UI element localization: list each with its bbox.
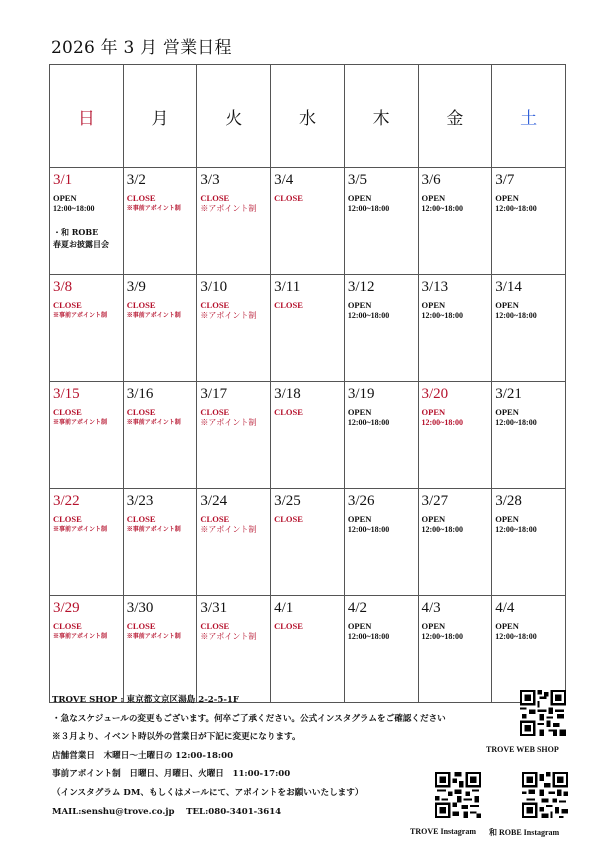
day-status: CLOSE bbox=[274, 514, 303, 524]
calendar-day-cell bbox=[418, 596, 492, 703]
appointment-note: ※事前アポイント制 bbox=[126, 419, 181, 426]
day-hours: 12:00~18:00 bbox=[421, 632, 464, 641]
day-hours: 12:00~18:00 bbox=[495, 418, 537, 427]
calendar-day-cell bbox=[197, 168, 271, 275]
weekday-wed: 水 bbox=[271, 65, 345, 168]
calendar-day-cell bbox=[344, 382, 418, 489]
day-date: 3/24 bbox=[200, 493, 228, 509]
day-status: OPEN bbox=[421, 407, 446, 417]
day-date: 3/30 bbox=[126, 600, 154, 616]
calendar-table bbox=[49, 64, 566, 703]
calendar-week-row bbox=[50, 275, 566, 382]
calendar-day-cell bbox=[123, 275, 197, 382]
calendar-day-cell bbox=[344, 275, 418, 382]
day-date: 3/1 bbox=[53, 172, 73, 188]
calendar-day-cell bbox=[492, 168, 566, 275]
day-date: 3/10 bbox=[200, 279, 228, 295]
calendar-day-cell bbox=[271, 489, 345, 596]
day-hours: 12:00~18:00 bbox=[347, 525, 390, 534]
day-status: CLOSE bbox=[126, 621, 156, 631]
qr-label-trove-instagram: TROVE Instagram bbox=[410, 827, 477, 836]
day-date: 4/3 bbox=[421, 600, 441, 616]
day-date: 3/15 bbox=[53, 386, 80, 402]
day-date: 3/8 bbox=[53, 279, 73, 295]
calendar-body bbox=[50, 168, 566, 703]
day-status: CLOSE bbox=[126, 300, 156, 310]
day-date: 3/19 bbox=[347, 386, 375, 402]
appointment-note: ※事前アポイント制 bbox=[126, 312, 181, 319]
day-hours: 12:00~18:00 bbox=[347, 204, 390, 213]
day-status: CLOSE bbox=[274, 300, 303, 310]
qr-label-wa-robe-instagram: 和 ROBE Instagram bbox=[489, 828, 560, 837]
weekday-tue: 火 bbox=[197, 65, 271, 168]
weekday-sat: 土 bbox=[492, 65, 566, 168]
appointment-note: ※事前アポイント制 bbox=[53, 312, 108, 319]
day-status: CLOSE bbox=[274, 621, 303, 631]
calendar-week-row bbox=[50, 382, 566, 489]
day-hours: 12:00~18:00 bbox=[495, 311, 537, 320]
event-note: ・和 ROBE bbox=[53, 227, 99, 237]
appointment-note: ※事前アポイント制 bbox=[53, 633, 108, 640]
day-hours: 12:00~18:00 bbox=[421, 418, 464, 427]
day-hours: 12:00~18:00 bbox=[347, 311, 390, 320]
calendar-day-cell bbox=[344, 596, 418, 703]
event-note: 春夏お披露目会 bbox=[53, 239, 109, 249]
appointment-note: ※事前アポイント制 bbox=[53, 526, 108, 533]
shop-address: TROVE SHOP : 東京都文京区湯島 2-2-5-1F bbox=[52, 695, 239, 705]
day-hours: 12:00~18:00 bbox=[347, 632, 390, 641]
calendar-week-row bbox=[50, 596, 566, 703]
calendar-day-cell bbox=[418, 489, 492, 596]
day-status: OPEN bbox=[495, 621, 519, 631]
day-hours: 12:00~18:00 bbox=[421, 311, 464, 320]
calendar-day-cell bbox=[344, 489, 418, 596]
day-date: 3/29 bbox=[53, 600, 80, 616]
calendar-day-cell bbox=[492, 382, 566, 489]
day-hours: 12:00~18:00 bbox=[495, 525, 537, 534]
calendar-day-cell bbox=[418, 168, 492, 275]
day-status: CLOSE bbox=[53, 407, 82, 417]
qr-label-web-shop: TROVE WEB SHOP bbox=[486, 745, 559, 754]
day-status: OPEN bbox=[421, 514, 446, 524]
calendar-day-cell bbox=[492, 596, 566, 703]
weekday-sun: 日 bbox=[50, 65, 124, 168]
calendar-day-cell bbox=[197, 489, 271, 596]
calendar-day-cell bbox=[50, 275, 124, 382]
appointment-note: ※アポイント制 bbox=[200, 311, 257, 320]
day-date: 3/28 bbox=[495, 493, 522, 509]
schedule-change-notice: ・急なスケジュールの変更もございます。何卒ご了承ください。公式インスタグラムをご確認ください bbox=[52, 713, 446, 724]
calendar-day-cell bbox=[344, 168, 418, 275]
calendar-day-cell bbox=[418, 275, 492, 382]
day-date: 3/16 bbox=[126, 386, 154, 402]
day-date: 3/21 bbox=[495, 386, 522, 402]
day-hours: 12:00~18:00 bbox=[495, 204, 537, 213]
calendar-day-cell bbox=[50, 596, 124, 703]
store-hours: 店舗営業日 木曜日〜土曜日の 12:00-18:00 bbox=[52, 750, 234, 761]
contact-info: MAIL:senshu@trove.co.jp TEL:080-3401-3614 bbox=[52, 806, 282, 817]
day-status: CLOSE bbox=[126, 514, 156, 524]
calendar-day-cell bbox=[50, 168, 124, 275]
day-hours: 12:00~18:00 bbox=[495, 632, 537, 641]
day-date: 3/6 bbox=[421, 172, 441, 188]
day-status: OPEN bbox=[495, 300, 519, 310]
march-change-notice: ※３月より、イベント時以外の営業日が下記に変更になります。 bbox=[52, 732, 301, 743]
calendar-day-cell bbox=[492, 489, 566, 596]
day-date: 3/11 bbox=[274, 279, 301, 295]
appointment-note: ※事前アポイント制 bbox=[126, 633, 181, 640]
calendar-day-cell bbox=[123, 489, 197, 596]
day-date: 3/4 bbox=[274, 172, 294, 188]
weekday-mon: 月 bbox=[123, 65, 197, 168]
day-status: CLOSE bbox=[274, 193, 303, 203]
appointment-method: （インスタグラム DM、もしくはメールにて、アポイントをお願いいたします） bbox=[52, 787, 364, 798]
day-date: 4/4 bbox=[495, 600, 515, 616]
day-status: CLOSE bbox=[200, 621, 230, 631]
day-date: 3/18 bbox=[274, 386, 301, 402]
day-status: OPEN bbox=[347, 193, 372, 203]
appointment-note: ※事前アポイント制 bbox=[126, 205, 181, 212]
day-status: CLOSE bbox=[200, 514, 230, 524]
day-status: CLOSE bbox=[274, 407, 303, 417]
calendar-day-cell bbox=[123, 168, 197, 275]
weekday-header-row bbox=[50, 65, 566, 168]
day-hours: 12:00~18:00 bbox=[347, 418, 390, 427]
qr-code-icon[interactable] bbox=[520, 690, 566, 736]
day-date: 3/14 bbox=[495, 279, 522, 295]
day-status: OPEN bbox=[347, 514, 372, 524]
day-hours: 12:00~18:00 bbox=[421, 525, 464, 534]
day-status: OPEN bbox=[495, 407, 519, 417]
calendar-day-cell bbox=[50, 489, 124, 596]
day-status: CLOSE bbox=[200, 193, 230, 203]
day-date: 3/7 bbox=[495, 172, 515, 188]
day-status: OPEN bbox=[495, 193, 519, 203]
appointment-hours: 事前アポイント制 日曜日、月曜日、火曜日 11:00-17:00 bbox=[52, 769, 291, 780]
calendar-week-row bbox=[50, 168, 566, 275]
day-status: CLOSE bbox=[53, 300, 82, 310]
day-date: 3/20 bbox=[421, 386, 449, 402]
day-date: 3/22 bbox=[53, 493, 80, 509]
day-status: OPEN bbox=[347, 407, 372, 417]
day-status: CLOSE bbox=[200, 300, 230, 310]
weekday-thu: 木 bbox=[344, 65, 418, 168]
calendar-day-cell bbox=[197, 382, 271, 489]
day-status: OPEN bbox=[495, 514, 519, 524]
calendar-day-cell bbox=[197, 275, 271, 382]
day-status: OPEN bbox=[347, 621, 372, 631]
shop-info bbox=[52, 691, 446, 821]
day-date: 3/23 bbox=[126, 493, 154, 509]
calendar-day-cell bbox=[123, 596, 197, 703]
day-status: OPEN bbox=[421, 193, 446, 203]
appointment-note: ※アポイント制 bbox=[200, 632, 257, 641]
day-date: 3/9 bbox=[126, 279, 146, 295]
calendar-day-cell bbox=[271, 275, 345, 382]
day-status: CLOSE bbox=[200, 407, 230, 417]
day-status: CLOSE bbox=[126, 193, 156, 203]
page-title: 2026 年 3 月 営業日程 bbox=[51, 38, 232, 58]
day-date: 4/2 bbox=[347, 600, 367, 616]
day-status: CLOSE bbox=[126, 407, 156, 417]
day-date: 4/1 bbox=[274, 600, 294, 616]
calendar-week-row bbox=[50, 489, 566, 596]
day-hours: 12:00~18:00 bbox=[421, 204, 464, 213]
day-date: 3/31 bbox=[200, 600, 228, 616]
calendar-day-cell bbox=[123, 382, 197, 489]
calendar-day-cell bbox=[271, 382, 345, 489]
appointment-note: ※事前アポイント制 bbox=[53, 419, 108, 426]
day-status: CLOSE bbox=[53, 514, 82, 524]
day-date: 3/17 bbox=[200, 386, 228, 402]
day-date: 3/13 bbox=[421, 279, 449, 295]
calendar-day-cell bbox=[50, 382, 124, 489]
day-status: OPEN bbox=[347, 300, 372, 310]
day-hours: 12:00~18:00 bbox=[53, 204, 95, 213]
calendar-day-cell bbox=[271, 596, 345, 703]
appointment-note: ※事前アポイント制 bbox=[126, 526, 181, 533]
weekday-fri: 金 bbox=[418, 65, 492, 168]
day-status: OPEN bbox=[421, 300, 446, 310]
calendar-day-cell bbox=[492, 275, 566, 382]
day-date: 3/2 bbox=[126, 172, 146, 188]
day-date: 3/27 bbox=[421, 493, 449, 509]
day-status: OPEN bbox=[53, 193, 77, 203]
day-status: CLOSE bbox=[53, 621, 82, 631]
day-date: 3/26 bbox=[347, 493, 375, 509]
calendar-day-cell bbox=[197, 596, 271, 703]
qr-code-icon[interactable] bbox=[435, 772, 481, 818]
appointment-note: ※アポイント制 bbox=[200, 418, 257, 427]
day-date: 3/3 bbox=[200, 172, 220, 188]
calendar-day-cell bbox=[418, 382, 492, 489]
day-date: 3/12 bbox=[347, 279, 375, 295]
calendar-day-cell bbox=[271, 168, 345, 275]
day-date: 3/5 bbox=[347, 172, 367, 188]
day-status: OPEN bbox=[421, 621, 446, 631]
appointment-note: ※アポイント制 bbox=[200, 204, 257, 213]
appointment-note: ※アポイント制 bbox=[200, 525, 257, 534]
qr-code-icon[interactable] bbox=[522, 772, 568, 818]
day-date: 3/25 bbox=[274, 493, 301, 509]
